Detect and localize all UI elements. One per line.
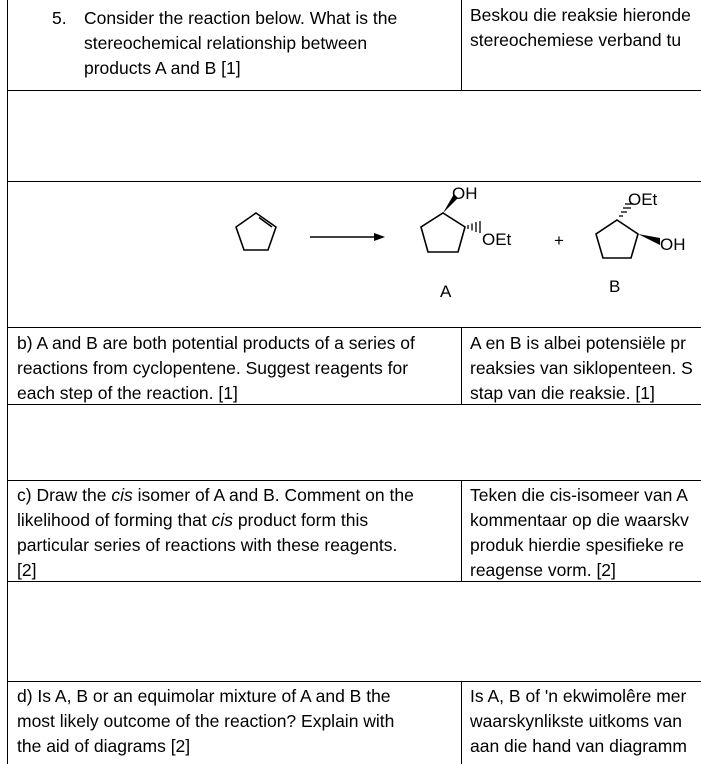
question-c-english — [17, 483, 414, 583]
text-line: aan die hand van diagramm — [470, 736, 687, 756]
question-5-afrikaans — [470, 3, 691, 53]
text-line: reactions from cyclopentene. Suggest reagents for — [17, 358, 409, 378]
product-b-label: B — [609, 277, 621, 296]
column-divider — [461, 327, 462, 404]
reaction-arrow — [310, 233, 385, 241]
text-line: Is A, B of 'n ekwimolêre mer — [470, 686, 687, 706]
text-line: reagense vorm. [2] — [470, 560, 616, 580]
cyclopentene-structure — [236, 213, 276, 250]
text-line: most likely outcome of the reaction? Explain with — [17, 711, 395, 731]
text-line: Teken die cis-isomeer van A — [470, 485, 688, 505]
text-line: Beskou die reaksie hieronde — [470, 5, 691, 25]
column-divider — [461, 480, 462, 581]
text-line: b) A and B are both potential products of a series of — [17, 333, 415, 353]
text-line — [17, 483, 414, 508]
text-line: [2] — [17, 560, 37, 580]
text-line: the aid of diagrams [2] — [17, 736, 191, 756]
text-run: likelihood of forming that — [17, 510, 212, 530]
text-line: A en B is albei potensiële pr — [470, 333, 686, 353]
text-line: kommentaar op die waarskv — [470, 510, 689, 530]
product-b-oh-label: OH — [660, 235, 686, 254]
product-b-oet-label: OEt — [628, 190, 658, 209]
row-divider — [7, 90, 701, 91]
row-divider — [7, 681, 701, 682]
question-b-english — [17, 331, 415, 406]
column-divider — [461, 0, 462, 90]
text-run: isomer of A and B. Comment on the — [132, 485, 414, 505]
reaction-scheme — [0, 181, 701, 327]
text-line: produk hierdie spesifieke re — [470, 535, 685, 555]
product-b-structure — [596, 190, 686, 258]
product-a-oet-label: OEt — [482, 230, 512, 249]
text-line: stap van die reaksie. [1] — [470, 383, 655, 403]
text-line: d) Is A, B or an equimolar mixture of A and B the — [17, 686, 391, 706]
question-5-english — [84, 6, 397, 81]
text-line: stereochemical relationship between — [84, 33, 368, 53]
text-line: each step of the reaction. [1] — [17, 383, 238, 403]
product-a-structure — [421, 184, 512, 252]
text-line — [17, 508, 414, 533]
italic-term: cis — [111, 485, 133, 505]
text-line: particular series of reactions with these reagents. — [17, 535, 398, 555]
hashed-bond — [468, 221, 480, 233]
text-run: product form this — [232, 510, 369, 530]
text-line: waarskynlikste uitkoms van — [470, 711, 683, 731]
text-line: stereochemiese verband tu — [470, 30, 682, 50]
question-d-english — [17, 684, 394, 759]
row-divider — [7, 480, 701, 481]
question-b-afrikaans — [470, 331, 693, 406]
row-divider — [7, 327, 701, 328]
text-line: Consider the reaction below. What is the — [84, 8, 398, 28]
text-line: products A and B [1] — [84, 58, 241, 78]
product-a-label: A — [440, 282, 452, 301]
question-number: 5. — [52, 8, 67, 28]
text-line: reaksies van siklopenteen. S — [470, 358, 693, 378]
question-c-afrikaans — [470, 483, 689, 583]
table-left-border — [7, 0, 8, 764]
text-run: c) Draw the — [17, 485, 112, 505]
product-a-oh-label: OH — [452, 184, 478, 203]
question-d-afrikaans — [470, 684, 687, 759]
italic-term: cis — [211, 510, 233, 530]
column-divider — [461, 681, 462, 764]
plus-sign: + — [554, 231, 564, 250]
